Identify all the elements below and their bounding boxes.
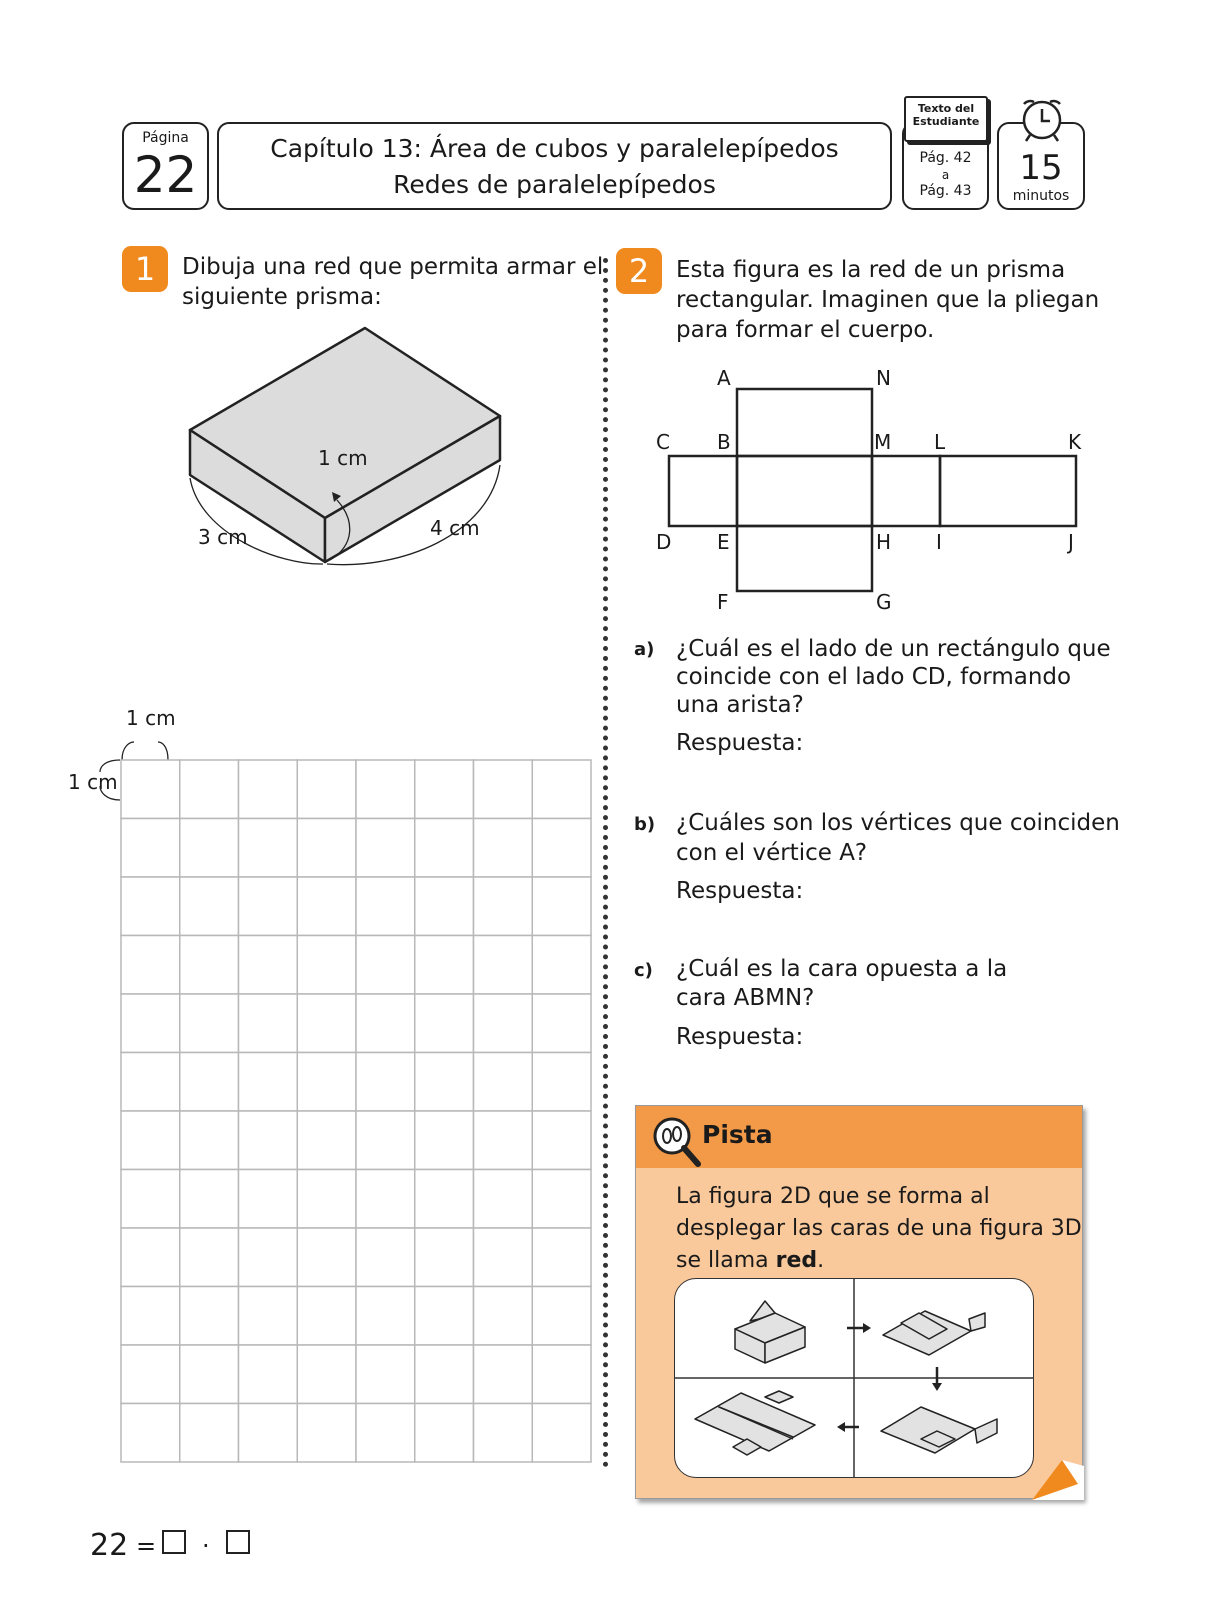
grid-cell[interactable]	[180, 819, 239, 878]
chapter-title-box	[217, 122, 892, 210]
book-icon	[904, 96, 988, 142]
grid-cell[interactable]	[121, 1287, 180, 1346]
grid-cell[interactable]	[297, 994, 356, 1053]
question-c-letter: c)	[634, 960, 653, 981]
question-c-line2: cara ABMN?	[676, 985, 815, 1011]
grid-cell[interactable]	[474, 936, 533, 995]
grid-cell[interactable]	[180, 877, 239, 936]
hint-text-line1: La figura 2D que se forma al	[676, 1184, 990, 1209]
grid-cell[interactable]	[297, 1053, 356, 1112]
grid-cell[interactable]	[474, 760, 533, 819]
grid-cell[interactable]	[180, 1228, 239, 1287]
net-label-F: F	[717, 590, 729, 614]
net-label-I: I	[936, 530, 942, 554]
magnifier-footprint-icon	[648, 1114, 704, 1170]
grid-cell[interactable]	[239, 1404, 298, 1463]
grid-cell[interactable]	[474, 877, 533, 936]
page-number-box	[122, 122, 209, 210]
grid-cell[interactable]	[239, 994, 298, 1053]
grid-cell[interactable]	[532, 1287, 591, 1346]
grid-cell[interactable]	[356, 1170, 415, 1229]
hint-text-line3-prefix: se llama	[676, 1248, 776, 1273]
grid-cell[interactable]	[532, 936, 591, 995]
grid-cell[interactable]	[239, 1228, 298, 1287]
drawing-grid[interactable]	[120, 759, 592, 1463]
exercise-2-text-line3: para formar el cuerpo.	[676, 317, 935, 343]
grid-cell[interactable]	[121, 819, 180, 878]
grid-cell[interactable]	[532, 760, 591, 819]
grid-cell[interactable]	[532, 1170, 591, 1229]
grid-cell[interactable]	[121, 1111, 180, 1170]
grid-cell[interactable]	[415, 1287, 474, 1346]
grid-cell[interactable]	[356, 760, 415, 819]
grid-cell[interactable]	[239, 1345, 298, 1404]
grid-cell[interactable]	[180, 1404, 239, 1463]
grid-cell[interactable]	[415, 994, 474, 1053]
grid-cell[interactable]	[356, 1404, 415, 1463]
grid-cell[interactable]	[415, 1345, 474, 1404]
grid-cell[interactable]	[297, 877, 356, 936]
prism-length-label: 4 cm	[430, 516, 480, 540]
grid-cell[interactable]	[474, 1287, 533, 1346]
unfolding-steps-diagram	[674, 1278, 1034, 1478]
exercise-1-text-line1: Dibuja una red que permita armar el	[182, 254, 604, 280]
grid-cell[interactable]	[532, 1404, 591, 1463]
grid-cell[interactable]	[415, 1170, 474, 1229]
column-divider	[603, 258, 608, 1468]
question-c-answer-label[interactable]: Respuesta:	[676, 1024, 804, 1050]
grid-cell[interactable]	[297, 819, 356, 878]
grid-cell[interactable]	[121, 994, 180, 1053]
grid-cell[interactable]	[180, 1170, 239, 1229]
question-b-line1: ¿Cuáles son los vértices que coinciden	[676, 810, 1120, 836]
prism-height-label: 1 cm	[318, 446, 368, 470]
hint-text-line2: desplegar las caras de una figura 3D	[676, 1216, 1082, 1241]
question-a-answer-label[interactable]: Respuesta:	[676, 730, 804, 756]
grid-cell[interactable]	[297, 760, 356, 819]
grid-cell[interactable]	[239, 1111, 298, 1170]
book-label-line2: Estudiante	[912, 115, 980, 128]
grid-cell[interactable]	[239, 819, 298, 878]
grid-cell[interactable]	[297, 936, 356, 995]
hint-card	[635, 1105, 1083, 1499]
net-label-D: D	[656, 530, 672, 554]
prism-width-label: 3 cm	[198, 525, 248, 549]
question-a-line3: una arista?	[676, 692, 804, 718]
grid-cell[interactable]	[356, 1111, 415, 1170]
grid-cell[interactable]	[239, 936, 298, 995]
unfolding-steps-illustration	[675, 1279, 1033, 1477]
grid-cell[interactable]	[415, 1228, 474, 1287]
footer-dot: ·	[202, 1532, 210, 1560]
grid-cell[interactable]	[474, 1345, 533, 1404]
grid-cell[interactable]	[356, 994, 415, 1053]
footer-factor-box-2[interactable]	[226, 1530, 250, 1554]
net-label-C: C	[656, 430, 670, 454]
grid-cell[interactable]	[180, 936, 239, 995]
hint-header	[636, 1106, 1082, 1168]
grid-cell[interactable]	[474, 1111, 533, 1170]
exercise-2-badge: 2	[616, 248, 662, 294]
hint-keyword: red	[775, 1248, 818, 1273]
exercise-2-text-line1: Esta figura es la red de un prisma	[676, 257, 1066, 283]
hint-text-line3-suffix: .	[817, 1248, 825, 1273]
footer-factor-box-1[interactable]	[162, 1530, 186, 1554]
question-b-letter: b)	[634, 814, 656, 835]
grid-cell[interactable]	[356, 819, 415, 878]
grid-cell[interactable]	[180, 1345, 239, 1404]
net-label-J: J	[1068, 530, 1074, 554]
grid-cell[interactable]	[239, 1053, 298, 1112]
question-a-line1: ¿Cuál es el lado de un rectángulo que	[676, 636, 1111, 662]
net-label-E: E	[717, 530, 730, 554]
grid-cell[interactable]	[239, 877, 298, 936]
book-label-line1: Texto del	[917, 102, 975, 115]
grid-cell[interactable]	[356, 1228, 415, 1287]
hint-text-line3	[676, 1246, 824, 1276]
page-curl-corner	[1032, 1460, 1084, 1500]
grid-cell[interactable]	[356, 1053, 415, 1112]
net-label-H: H	[876, 530, 892, 554]
grid-cell[interactable]	[121, 1053, 180, 1112]
grid-cell[interactable]	[532, 1111, 591, 1170]
grid-cell[interactable]	[297, 1404, 356, 1463]
net-label-G: G	[876, 590, 892, 614]
grid-cell[interactable]	[532, 994, 591, 1053]
grid-cell[interactable]	[297, 1345, 356, 1404]
grid-cell[interactable]	[297, 1228, 356, 1287]
grid-cell[interactable]	[121, 1170, 180, 1229]
grid-cell[interactable]	[180, 1053, 239, 1112]
grid-cell[interactable]	[239, 1170, 298, 1229]
grid-cell[interactable]	[297, 1170, 356, 1229]
time-unit: minutos	[1012, 188, 1070, 204]
net-label-K: K	[1068, 430, 1082, 454]
exercise-1-text-line2: siguiente prisma:	[182, 284, 382, 310]
grid-cell[interactable]	[297, 1287, 356, 1346]
grid-left-unit-label: 1 cm	[68, 770, 118, 794]
question-a-line2: coincide con el lado CD, formando	[676, 664, 1072, 690]
grid-cell[interactable]	[356, 936, 415, 995]
grid-cell[interactable]	[474, 994, 533, 1053]
grid-cell[interactable]	[415, 819, 474, 878]
grid-cell[interactable]	[532, 819, 591, 878]
hint-title: Pista	[702, 1120, 773, 1149]
footer-page-number: 22	[90, 1528, 129, 1563]
grid-cell[interactable]	[121, 936, 180, 995]
chapter-subtitle: Redes de paralelepípedos	[393, 170, 716, 199]
grid-cell[interactable]	[532, 877, 591, 936]
grid-cell[interactable]	[474, 1053, 533, 1112]
grid-cell[interactable]	[415, 1111, 474, 1170]
grid-cell[interactable]	[121, 877, 180, 936]
prism-net-diagram	[640, 360, 1100, 620]
net-label-B: B	[717, 430, 731, 454]
grid-cell[interactable]	[297, 1111, 356, 1170]
grid-cell[interactable]	[239, 1287, 298, 1346]
grid-cell[interactable]	[415, 877, 474, 936]
pages-connector: a	[941, 168, 950, 182]
grid-cell[interactable]	[474, 819, 533, 878]
grid-cell[interactable]	[415, 760, 474, 819]
pages-to: Pág. 43	[919, 183, 972, 199]
pages-from: Pág. 42	[919, 150, 972, 166]
question-c-line1: ¿Cuál es la cara opuesta a la	[676, 956, 1008, 982]
grid-cell[interactable]	[532, 1053, 591, 1112]
net-label-A: A	[717, 366, 731, 390]
time-value: 15	[1019, 148, 1063, 188]
question-a-letter: a)	[634, 639, 655, 660]
grid-cell[interactable]	[356, 1345, 415, 1404]
grid-cell[interactable]	[121, 1345, 180, 1404]
grid-cell[interactable]	[180, 994, 239, 1053]
net-label-N: N	[876, 366, 891, 390]
page-label: Página	[142, 130, 189, 146]
footer-equals: =	[136, 1532, 157, 1560]
grid-cell[interactable]	[121, 1404, 180, 1463]
grid-cell[interactable]	[121, 760, 180, 819]
grid-cell[interactable]	[415, 936, 474, 995]
grid-cell[interactable]	[415, 1053, 474, 1112]
net-label-M: M	[874, 430, 892, 454]
exercise-1-badge: 1	[122, 246, 168, 292]
chapter-title: Capítulo 13: Área de cubos y paralelepípedos	[270, 134, 839, 163]
grid-cell[interactable]	[474, 1228, 533, 1287]
grid-cell[interactable]	[180, 1287, 239, 1346]
grid-cell[interactable]	[356, 877, 415, 936]
grid-cell[interactable]	[532, 1345, 591, 1404]
grid-cell[interactable]	[415, 1404, 474, 1463]
net-label-L: L	[934, 430, 946, 454]
grid-cell[interactable]	[180, 1111, 239, 1170]
grid-cell[interactable]	[180, 760, 239, 819]
alarm-clock-icon	[1012, 96, 1072, 144]
grid-cell[interactable]	[121, 1228, 180, 1287]
exercise-2-text-line2: rectangular. Imaginen que la pliegan	[676, 287, 1100, 313]
question-b-line2: con el vértice A?	[676, 840, 868, 866]
page-number: 22	[133, 146, 198, 204]
grid-cell[interactable]	[474, 1170, 533, 1229]
question-b-answer-label[interactable]: Respuesta:	[676, 878, 804, 904]
grid-cell[interactable]	[532, 1228, 591, 1287]
grid-cell[interactable]	[356, 1287, 415, 1346]
grid-cell[interactable]	[239, 760, 298, 819]
grid-cell[interactable]	[474, 1404, 533, 1463]
grid-top-unit-label: 1 cm	[126, 706, 176, 730]
